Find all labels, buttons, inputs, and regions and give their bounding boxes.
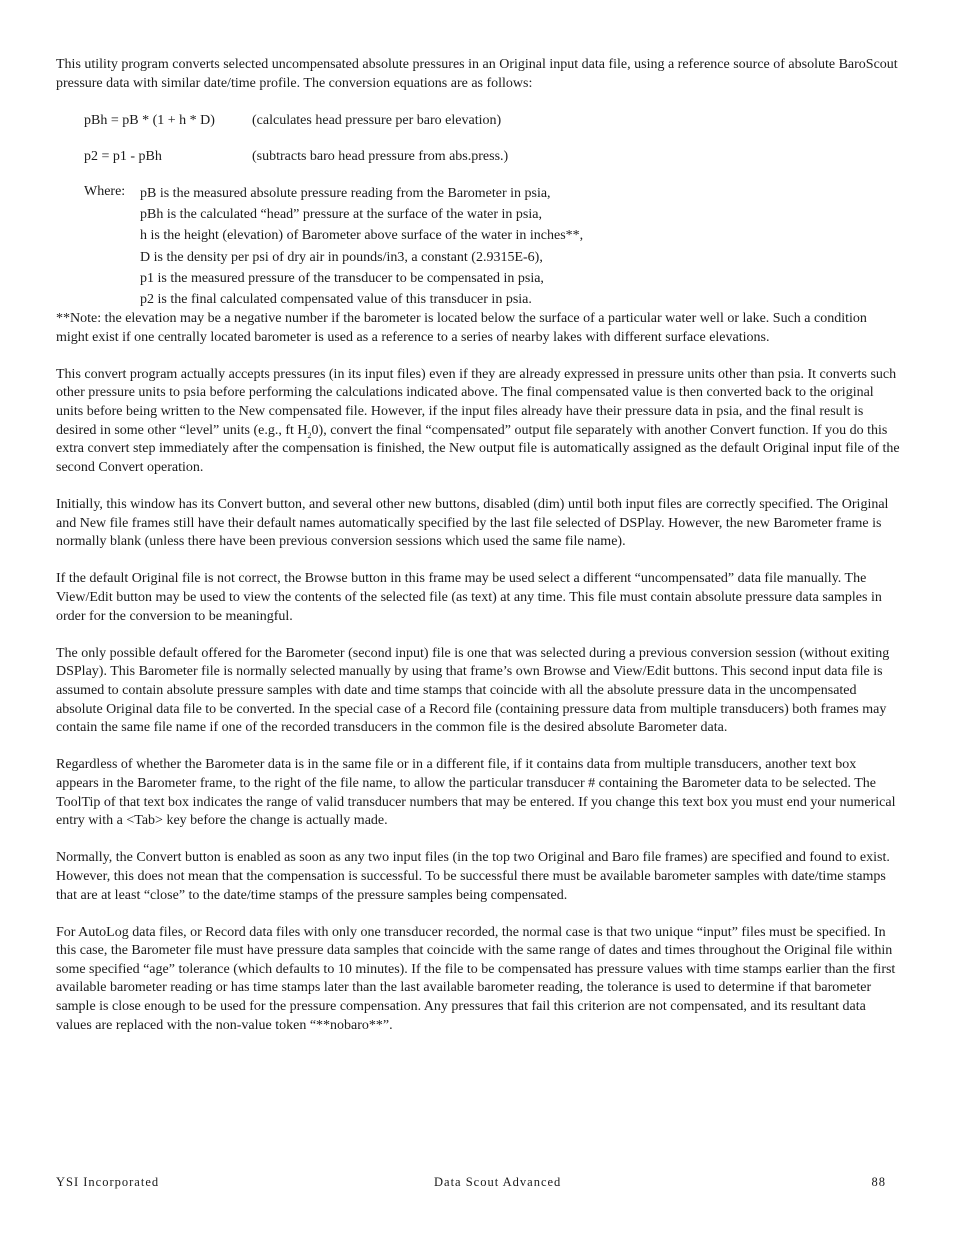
equation-description: (subtracts baro head pressure from abs.press.) xyxy=(252,149,509,165)
body-paragraph: For AutoLog data files, or Record data files with only one transducer recorded, the normal case is that two unique “input” files must be specified. In this case, the Barometer file must have pressure data samples that coincide with the same range of dates and times throughout the Original file within some specified “age” tolerance (which defaults to 10 minutes). If the file to be compensated has pressure values with time stamps earlier than the first available barometer reading or has time stamps later than the last available barometer reading, the tolerance is used to determine if that barometer sample is close enough to be used for the pressure compensation. Any pressures that fail this criterion are not compensated, and its resultant data values are replaced with the non-value token “**nobaro**”. xyxy=(56,924,896,1033)
document-body xyxy=(56,56,900,1054)
variable-definition: p2 is the final calculated compensated value of this transducer in psia. xyxy=(140,291,532,307)
body-paragraph: Initially, this window has its Convert button, and several other new buttons, disabled (dim) until both input files are correctly specified. The Original and New file frames still have their default names automatically specified by the last file selected of DSPlay. However, the new Barometer frame is normally blank (unless there have been previous conversion sessions which used the same file name). xyxy=(56,497,889,550)
variable-definition: h is the height (elevation) of Barometer above surface of the water in inches**, xyxy=(140,228,584,244)
footer-product: Data Scout Advanced xyxy=(434,1175,562,1189)
variable-definition: p1 is the measured pressure of the transducer to be compensated in psia, xyxy=(140,270,544,286)
variable-definition: pBh is the calculated “head” pressure at the surface of the water in psia, xyxy=(140,207,542,223)
subscript-two: 2 xyxy=(307,430,312,440)
convert-units-paragraph xyxy=(56,366,900,478)
footer-company: YSI Incorporated xyxy=(56,1175,160,1189)
convert-text-part1: This convert program actually accepts pressures (in its input files) even if they are already expressed in pressure units other than psia. It converts such other pressure units to psia before performing the calculations indicated above. The final compensated value is then converted back to the original units before being written to the New compensated file. However, if the input files already have their pressure data in psia, and the final result is desired in some other “level” units (e.g., ft H xyxy=(56,366,897,438)
equation-compensated-pressure xyxy=(84,148,900,167)
variable-definition: D is the density per psi of dry air in pounds/in3, a constant (2.9315E-6), xyxy=(140,249,543,265)
body-paragraph: Normally, the Convert button is enabled as soon as any two input files (in the top two Original and Baro file frames) are specified and found to exist. However, this does not mean that the compensation is successful. To be successful there must be available barometer samples with date/time stamps that are at least “close” to the date/time stamps of the pressure samples being compensated. xyxy=(56,850,890,903)
footer-page-number: 88 xyxy=(871,1175,886,1189)
convert-text-part2: 0), convert the final “compensated” output file separately with another Convert function. If you do this extra convert step immediately after the compensation is finished, the New output file is automatically assigned as the default Original input file of the second Convert operation. xyxy=(56,422,900,475)
equation-formula: pBh = pB * (1 + h * D) xyxy=(84,112,215,128)
body-paragraph: If the default Original file is not correct, the Browse button in this frame may be used select a different “uncompensated” data file manually. The View/Edit button may be used to view the contents of the selected file (as text) at any time. This file must contain absolute pressure data samples in order for the conversion to be meaningful. xyxy=(56,571,882,624)
equation-description: (calculates head pressure per baro elevation) xyxy=(252,112,502,128)
body-paragraph: The only possible default offered for the Barometer (second input) file is one that was selected during a previous conversion session (without exiting DSPlay). This Barometer file is normally selected manually by using that frame’s own Browse and View/Edit buttons. This second input data file is assumed to contain absolute pressure samples with date and time stamps that coincide with all the absolute pressure data in the uncompensated absolute Original data file to be converted. In the special case of a Record file (containing pressure data from multiple transducers) both frames may contain the same file name if one of the recorded transducers in the common file is the desired absolute Barometer data. xyxy=(56,645,890,736)
elevation-note-paragraph: **Note: the elevation may be a negative number if the barometer is located below the surface of a particular water well or lake. Such a condition might exist if one centrally located barometer is used as a reference to a series of nearby lakes with different surface elevations. xyxy=(56,311,867,345)
variable-definitions xyxy=(84,183,900,310)
variable-list xyxy=(140,183,583,310)
intro-paragraph: This utility program converts selected uncompensated absolute pressures in an Original input data file, using a reference source of absolute BaroScout pressure data with similar date/time profile. The conversion equations are as follows: xyxy=(56,57,898,91)
equation-formula: p2 = p1 - pBh xyxy=(84,149,162,165)
where-label: Where: xyxy=(84,183,126,199)
equation-head-pressure xyxy=(84,112,900,131)
variable-definition: pB is the measured absolute pressure reading from the Barometer in psia, xyxy=(140,185,551,201)
body-paragraph: Regardless of whether the Barometer data is in the same file or in a different file, if it contains data from multiple transducers, another text box appears in the Barometer frame, to the right of the file name, to allow the particular transducer # containing the Barometer data to be selected. The ToolTip of that text box indicates the range of valid transducer numbers that may be entered. If you change this text box you must end your numerical entry with a <Tab> key before the change is actually made. xyxy=(56,757,896,829)
